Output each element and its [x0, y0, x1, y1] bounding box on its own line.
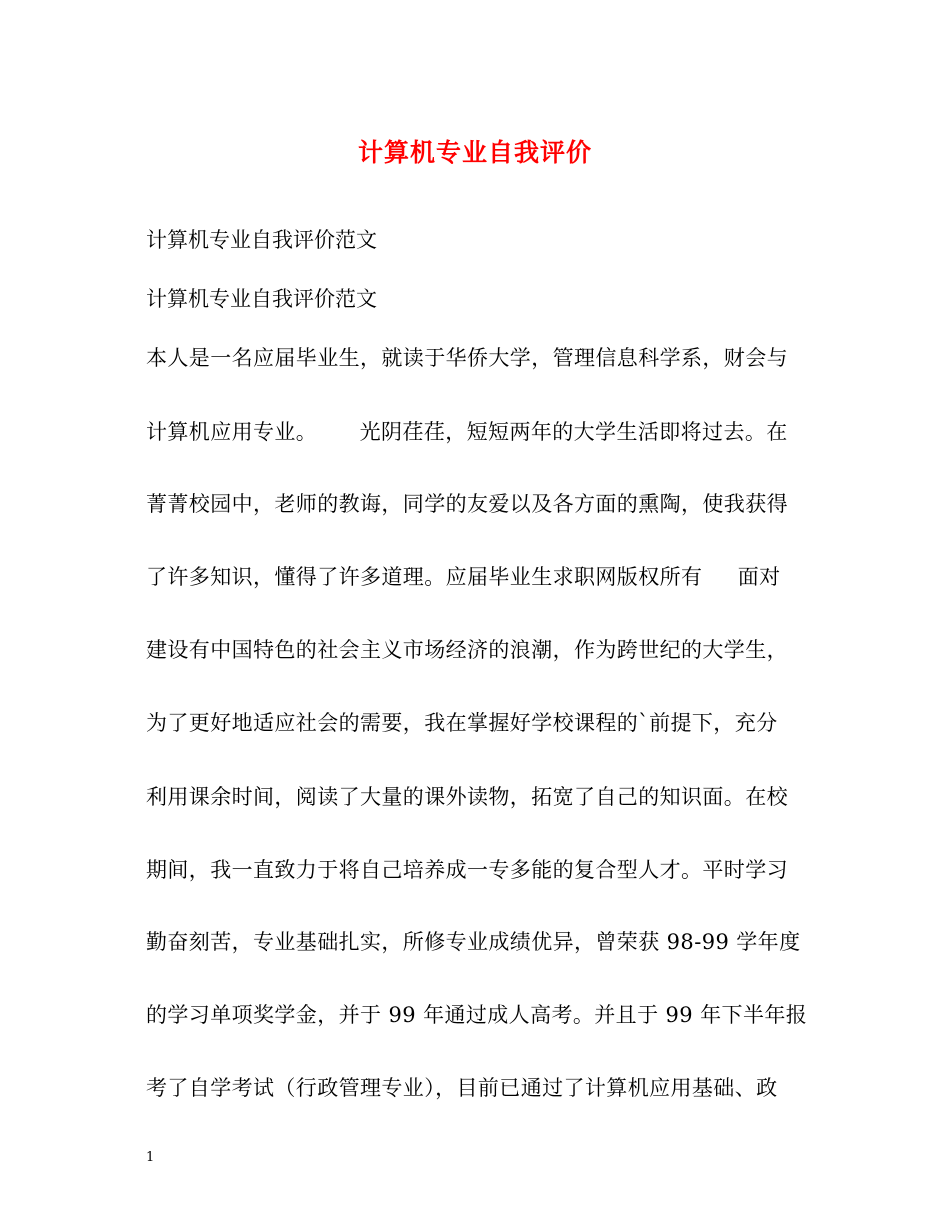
body-line-4: 了许多知识，懂得了许多道理。应届毕业生求职网版权所有 面对	[146, 565, 781, 589]
body-line-1: 本人是一名应届毕业生，就读于华侨大学，管理信息科学系，财会与	[146, 346, 788, 370]
body-line-2: 计算机应用专业。 光阴荏荏，短短两年的大学生活即将过去。在	[146, 420, 788, 444]
subtitle-line-1: 计算机专业自我评价范文	[146, 228, 377, 252]
body-line-11: 考了自学考试（行政管理专业），目前已通过了计算机应用基础、政	[146, 1076, 778, 1100]
document-title: 计算机专业自我评价	[357, 138, 592, 167]
body-line-7: 利用课余时间，阅读了大量的课外读物，拓宽了自己的知识面。在校	[146, 785, 788, 809]
body-line-6: 为了更好地适应社会的需要，我在掌握好学校课程的`前提下，充分	[146, 711, 778, 735]
body-line-9: 勤奋刻苦，专业基础扎实，所修专业成绩优异，曾荣获 98-99 学年度	[146, 930, 801, 954]
page-number: 1	[146, 1150, 155, 1165]
body-line-5: 建设有中国特色的社会主义市场经济的浪潮，作为跨世纪的大学生，	[146, 638, 788, 662]
body-line-3: 菁菁校园中，老师的教诲，同学的友爱以及各方面的熏陶，使我获得	[146, 492, 788, 516]
body-line-10: 的学习单项奖学金，并于 99 年通过成人高考。并且于 99 年下半年报	[146, 1003, 808, 1027]
subtitle-line-2: 计算机专业自我评价范文	[146, 287, 377, 311]
body-line-8: 期间，我一直致力于将自己培养成一专多能的复合型人才。平时学习	[146, 858, 788, 882]
